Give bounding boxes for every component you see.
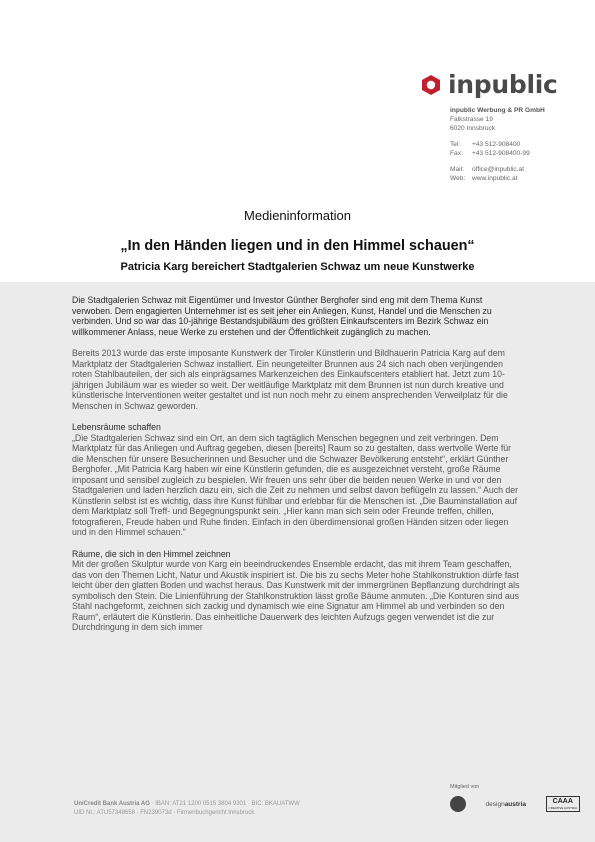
headline: „In den Händen liegen und in den Himmel schauen“ [120, 238, 475, 254]
section-heading-raeume: Räume, die sich in den Himmel zeichnen [72, 548, 231, 559]
association-circle-logo [450, 796, 466, 812]
caaa-logo-subtext: CREATIVE AUSTRIA [548, 806, 577, 810]
mail-row [450, 165, 545, 174]
caaa-logo [546, 796, 580, 812]
subheadline: Patricia Karg bereichert Stadtgalerien Schwaz um neue Kunstwerke [120, 261, 475, 273]
caaa-logo-text: CAAA [552, 798, 573, 805]
membership-label: Mitglied von [450, 784, 480, 790]
inpublic-logo [420, 72, 558, 97]
footer-uid-line: UID Nr.: ATU57348658 · FN239073d · Firmenbuchgericht Innsbruck [74, 809, 255, 816]
company-name: inpublic Werbung & PR GmbH [450, 107, 545, 114]
fax-row [450, 149, 545, 158]
web-value: www.inpublic.at [472, 175, 518, 182]
footer-bank-details: · IBAN: AT21 1200 0515 3804 9301 · BIC: BKAUATWW [149, 801, 300, 807]
footer-bank-line [74, 800, 300, 809]
logo-text: inpublic [448, 70, 558, 99]
paragraph-intro: Die Stadtgalerien Schwaz mit Eigentümer und Investor Günther Berghofer sind eng mit dem Thema Kunst verwoben. Dem engagierten Unternehmer ist es seit jeher ein Anliegen, Kunst, Handel und die Menschen zu verbinden. Und so war das 10-jährige Bestandsjubiläum des größten Einkaufscenters im Bezirk Schwaz ein willkommener Anlass, neue Werke zu erstehen und der Öffentlichkeit zugänglich zu machen. [72, 295, 492, 337]
tel-row [450, 140, 545, 149]
fax-label: Fax: [450, 150, 463, 157]
mail-value: office@inpublic.at [472, 166, 525, 173]
fax-value: +43 512-908400-99 [472, 150, 530, 157]
paragraph-raeume: Mit der großen Skulptur wurde von Karg ein beeindruckendes Ensemble erdacht, das mit ihrem Team geschaffen, das von den Themen Licht, Natur und Akustik inspiriert ist. Die bis zu sechs Meter hohe Stahlkonstruktion dürfe fast leicht über den glatten Boden und wachst heraus. Das Kunstwerk mit der immergrünen Bepflanzung durchdringt als symbolisch den Stein. Die Linienführung der Stahlkonstruktion lässt große Bäume anmuten. „Die Konturen sind aus Stahl nachgeformt, zeichnen sich zackig und dynamisch wie eine Signatur am Himmel ab und verbinden so den Raum“, erläutert die Künstlerin. Das einheitliche Dauerwerk des leichten Aufzugs gegen verwendet ist die zur Durchdringung in dem sich immer [72, 559, 520, 632]
footer-bank-name: UniCredit Bank Austria AG [74, 801, 150, 807]
paragraph-history: Bereits 2013 wurde das erste imposante Kunstwerk der Tiroler Künstlerin und Bildhauerin Patricia Karg auf dem Marktplatz der Stadtgalerien Schwaz installiert. Ein neungeteilter Brunnen aus 24 sich nach oben verjüngenden roten Stahlbauteilen, der sich als einprägsames Markenzeichen des Einkaufscenters etabliert hat. Jetzt zum 10-jährigen Jubiläum war es wieder so weit. Der weitläufige Marktplatz mit dem Brunnen ist nun durch kreative und künstlerische Interventionen weiter gestaltet und ist nun noch mehr zu einem ansprechenden Verweilplatz für die Menschen in Schwaz geworden. [72, 348, 508, 411]
company-city: 6020 Innsbruck [450, 125, 496, 132]
designaustria-logo [486, 801, 526, 808]
document-type: Medieninformation [244, 208, 351, 223]
designaustria-logo-part2: austria [504, 800, 527, 808]
designaustria-logo-part1: design [485, 800, 505, 808]
mail-label: Mail: [450, 166, 464, 173]
web-label: Web: [450, 175, 466, 182]
inpublic-logo-icon [420, 74, 442, 96]
footer-legal [74, 800, 300, 817]
company-street: Falkstrasse 19 [450, 116, 493, 123]
web-row [450, 174, 545, 183]
body-text [72, 295, 524, 644]
paragraph-lebensraeume: „Die Stadtgalerien Schwaz sind ein Ort, an dem sich tagtäglich Menschen begegnen und zeit verbringen. Dem Marktplatz für das Anliegen und Auftrag gegeben, diesen [bereits] Raum so zu gestalten, dass wertvolle Werte für die Menschen für unsere Besucherinnen und Besucher und die Schwazer Bevölkerung entsteht“, erklärt Günther Berghofer. „Mit Patricia Karg haben wir eine Künstlerin gefunden, die es ausgezeichnet versteht, große Räume imposant und sensibel zugleich zu bespielen. Wir freuen uns sehr über die beiden neuen Werke in und vor den Stadtgalerien und laden herzlich dazu ein, sich die Zeit zu nehmen und selbst davon beflügeln zu lassen.“ Auch der Künstlerin selbst ist es wichtig, dass ihre Kunst fühlbar und erlebbar für die Menschen ist. „Die Bauminstallation auf dem Marktplatz soll Treff- und Begegnungspunkt sein. „Hier kann man sich sein oder Freunde treffen, chillen, fotografieren, Freude haben und Ruhe finden. Einfach in den überdimensional großen Händen sitzen oder liegen und in den Himmel schauen.“ [72, 432, 519, 537]
tel-value: +43 512-908400 [472, 141, 521, 148]
tel-label: Tel: [450, 141, 461, 148]
company-address-block [450, 106, 545, 183]
section-heading-lebensraeume: Lebensräume schaffen [72, 422, 161, 432]
membership-logos [450, 784, 580, 812]
